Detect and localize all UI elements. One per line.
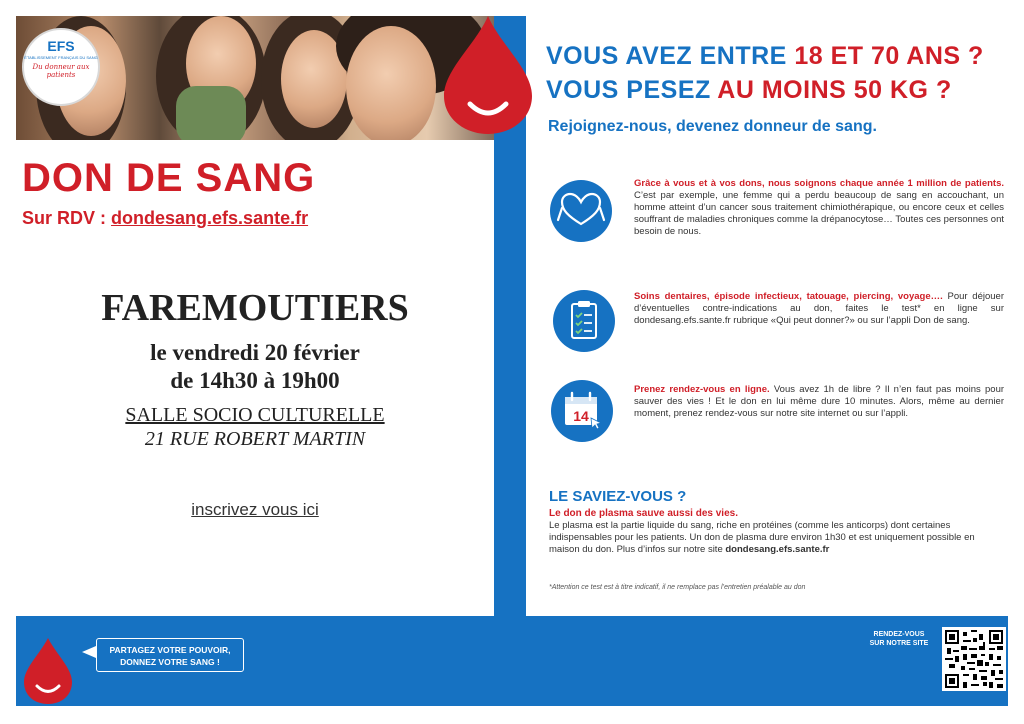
calendar-day: 14 [573,408,589,424]
plasma-text [549,520,999,556]
rdv-link[interactable]: dondesang.efs.sante.fr [111,208,309,228]
plasma-title: Le don de plasma sauve aussi des vies. [549,508,738,519]
blood-drop-icon [20,636,76,706]
weight-heading-prefix: VOUS PESEZ [546,76,718,104]
heart-hands-icon [550,180,612,242]
info-item-2-text: Pour déjouer d’éventuelles contre-indications au don, faites le test* en ligne sur dondesang.efs.sante.fr rubrique «Qui peut donner?» ou sur l’appli Don de sang. [634,291,1004,326]
info-item-1 [634,178,1004,238]
share-slogan [96,638,244,672]
join-subtitle: Rejoignez-nous, devenez donneur de sang. [548,118,877,135]
rdv-site-line-1: RENDEZ-VOUS [873,631,925,638]
signup-link-wrap [16,500,494,520]
share-line-1: PARTAGEZ VOTRE POUVOIR, [109,645,231,655]
info-item-3-text: Vous avez 1h de libre ? Il n’en faut pas moins pour sauver des vies ! Et le don en lui même dure 10 minutes. Alors, même au dernier moment, prenez rendez-vous sur notre site internet ou sur l’appli. [634,384,1005,419]
efs-logo [22,28,100,106]
event-address: 21 RUE ROBERT MARTIN [144,428,366,450]
logo-brand: EFS [47,38,75,54]
rdv-site-text [860,630,938,648]
signup-link[interactable]: inscrivez vous ici [191,500,319,519]
page-title: DON DE SANG [22,156,316,200]
weight-heading [546,76,952,105]
did-you-know-title: LE SAVIEZ-VOUS ? [549,488,687,505]
info-item-2-bold: Soins dentaires, épisode infectieux, tatouage, piercing, voyage…. [634,291,943,302]
rdv-site-line-2: SUR NOTRE SITE [869,640,929,647]
qr-code[interactable] [942,627,1006,691]
info-item-2 [634,291,1004,327]
event-hours: de 14h30 à 19h00 [170,368,340,393]
age-heading-highlight: 18 ET 70 ANS ? [794,42,984,70]
venue-name: SALLE SOCIO CULTURELLE [125,404,385,426]
event-venue [16,404,494,427]
speech-bubble-tail [82,646,96,658]
info-item-1-bold: Grâce à vous et à vos dons, nous soignons chaque année 1 million de patients. [634,178,1004,189]
age-heading-prefix: VOUS AVEZ ENTRE [546,42,795,70]
plasma-body: Le plasma est la partie liquide du sang, riche en protéines (comme les anticorps) dont certaines indispensables pour les patients. Un don de plasma dure environ 1h30 et est uniquement possible en maison du don. Plus d’infos sur notre site [549,520,975,555]
event-date: le vendredi 20 février [150,340,360,365]
rdv-label: Sur RDV : [22,208,107,228]
info-item-1-text: C’est par exemple, une femme qui a perdu beaucoup de sang en accouchant, un homme atteint d’un cancer sous traitement chimiothérapique, ou encore ceux et celles souffrant de maladies chroniques comme la drépanocytose… Toutes ces personnes ont besoin de nous. [634,190,1004,237]
logo-tagline: Du donneur aux patients [32,63,90,79]
logo-org: ÉTABLISSEMENT FRANÇAIS DU SANG [24,55,98,60]
calendar-14-icon [551,380,613,442]
info-item-3 [634,384,1004,420]
share-line-2: DONNEZ VOTRE SANG ! [120,657,220,667]
plasma-link[interactable]: dondesang.efs.sante.fr [725,544,830,555]
blood-drop-icon [440,14,536,136]
clipboard-checklist-icon [553,290,615,352]
age-heading [546,42,984,71]
event-city: FAREMOUTIERS [101,287,409,329]
info-item-3-bold: Prenez rendez-vous en ligne. [634,384,770,395]
rdv-line [22,208,308,229]
weight-heading-highlight: AU MOINS 50 KG ? [717,76,952,104]
footnote: *Attention ce test est à titre indicatif, il ne remplace pas l’entretien préalable au don [549,584,806,591]
